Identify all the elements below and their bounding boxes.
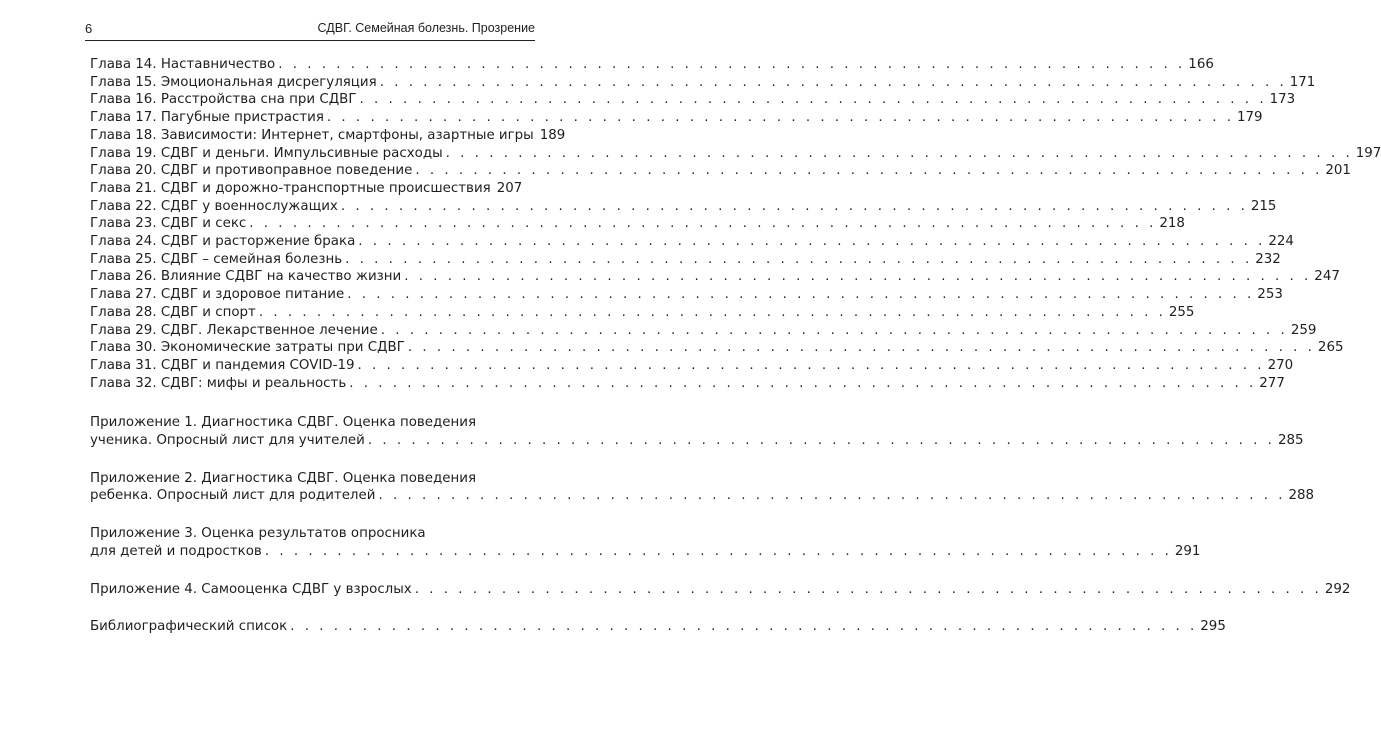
toc-row-chapter-21: [90, 180, 523, 198]
toc-entry-title: Глава 26. Влияние СДВГ на качество жизни: [90, 269, 402, 285]
toc-row-chapter-23: [90, 215, 1185, 233]
toc-row-chapter-28: [90, 304, 1195, 322]
toc-appendix-row: [90, 618, 1226, 636]
page-header: [85, 18, 535, 41]
dot-leader: . . . . . . . . . . . . . . . . . . . . . . . . . . . . . . . . . . . . . . . . . . . . . . . . . . . . . . . . . . . . . . .: [359, 92, 1267, 108]
dot-leader: . . . . . . . . . . . . . . . . . . . . . . . . . . . . . . . . . . . . . . . . . . . . . . . . . . . . . . . . . . . . . . .: [249, 216, 1157, 232]
dot-leader: . . . . . . . . . . . . . . . . . . . . . . . . . . . . . . . . . . . . . . . . . . . . . . . . . . . . . . . . . . . . . . .: [358, 234, 1266, 250]
toc-appendix-2: [90, 470, 1315, 505]
toc-page-number: 259: [1290, 322, 1317, 338]
toc-page-number: 270: [1267, 357, 1294, 373]
toc-page-number: 189: [539, 127, 566, 143]
toc-appendix-title-line: Приложение 4. Самооценка СДВГ у взрослых: [90, 581, 412, 597]
dot-leader: . . . . . . . . . . . . . . . . . . . . . . . . . . . . . . . . . . . . . . . . . . . . . . . . . . . . . . . . . . . . . . .: [278, 57, 1186, 72]
dot-leader: . . . . . . . . . . . . . . . . . . . . . . . . . . . . . . . . . . . . . . . . . . . . . . . . . . . . . . . . . . . . . . .: [326, 110, 1234, 126]
toc-entry-title: Глава 21. СДВГ и дорожно-транспортные происшествия: [90, 180, 491, 196]
toc-appendix-row: [90, 543, 1201, 561]
toc-entry-title: Глава 27. СДВГ и здоровое питание: [90, 287, 345, 303]
dot-leader: . . . . . . . . . . . . . . . . . . . . . . . . . . . . . . . . . . . . . . . . . . . . . . . . . . . . . . . . . . . . . . .: [264, 543, 1172, 559]
toc-page-number: 265: [1317, 340, 1344, 356]
toc-page-number: 295: [1200, 619, 1226, 635]
toc-row-chapter-18: [90, 127, 566, 145]
toc-entry-title: Глава 22. СДВГ у военнослужащих: [90, 198, 338, 214]
toc-appendix-title-line: Приложение 2. Диагностика СДВГ. Оценка поведения: [90, 470, 477, 486]
toc-row-chapter-20: [90, 162, 1351, 180]
toc-page-number: 197: [1355, 145, 1381, 161]
dot-leader: . . . . . . . . . . . . . . . . . . . . . . . . . . . . . . . . . . . . . . . . . . . . . . . . . . . . . . . . . . . . . . .: [349, 375, 1257, 391]
toc-page-number: 218: [1159, 216, 1185, 232]
page-number: 6: [85, 21, 93, 36]
toc-row-chapter-16: [90, 91, 1296, 109]
dot-leader: . . . . . . . . . . . . . . . . . . . . . . . . . . . . . . . . . . . . . . . . . . . . . . . . . . . . . . . . . . . . . . .: [404, 269, 1312, 285]
toc-page-number: 285: [1277, 433, 1304, 449]
toc-appendix-title-line: ученика. Опросный лист для учителей: [90, 433, 365, 449]
toc-page-number: 253: [1257, 287, 1283, 303]
toc-row-chapter-14: [90, 56, 1214, 74]
toc-row-chapter-22: [90, 198, 1277, 216]
toc-bibliography: [90, 618, 1226, 636]
toc-page-number: 166: [1188, 57, 1214, 72]
toc-row-chapter-30: [90, 339, 1344, 357]
toc-page-number: 247: [1314, 269, 1340, 285]
toc-appendix-row: [90, 432, 1304, 450]
toc-row-chapter-29: [90, 322, 1317, 340]
toc-page-number: 255: [1168, 304, 1195, 320]
toc-entry-title: Глава 28. СДВГ и спорт: [90, 304, 256, 320]
toc-appendix-title-line: Приложение 1. Диагностика СДВГ. Оценка поведения: [90, 415, 477, 431]
toc-entry-title: Глава 18. Зависимости: Интернет, смартфоны, азартные игры: [90, 127, 534, 143]
toc-appendix-title-line: Приложение 3. Оценка результатов опросника: [90, 526, 426, 542]
toc-row-chapter-27: [90, 286, 1283, 304]
toc-page-number: 232: [1255, 251, 1281, 267]
table-of-contents: [90, 56, 1381, 636]
toc-page-number: 291: [1174, 543, 1201, 559]
toc-entry-title: Глава 30. Экономические затраты при СДВГ: [90, 340, 405, 356]
toc-entry-title: Глава 29. СДВГ. Лекарственное лечение: [90, 322, 378, 338]
dot-leader: . . . . . . . . . . . . . . . . . . . . . . . . . . . . . . . . . . . . . . . . . . . . . . . . . . . . . . . . . . . . . . .: [445, 145, 1353, 161]
dot-leader: . . . . . . . . . . . . . . . . . . . . . . . . . . . . . . . . . . . . . . . . . . . . . . . . . . . . . . . . . . . . . . .: [380, 322, 1288, 338]
dot-leader: . . . . . . . . . . . . . . . . . . . . . . . . . . . . . . . . . . . . . . . . . . . . . . . . . . . . . . . . . . . . . . .: [379, 74, 1287, 90]
running-title: СДВГ. Семейная болезнь. Прозрение: [317, 21, 535, 35]
toc-row-chapter-17: [90, 109, 1263, 127]
toc-page-number: 173: [1269, 92, 1296, 108]
dot-leader: . . . . . . . . . . . . . . . . . . . . . . . . . . . . . . . . . . . . . . . . . . . . . . . . . . . . . . . . . . . . . . .: [378, 488, 1286, 504]
toc-page-number: 292: [1324, 581, 1351, 597]
toc-entry-title: Глава 15. Эмоциональная дисрегуляция: [90, 74, 377, 90]
toc-page-number: 179: [1236, 110, 1263, 126]
toc-appendix-title-line: ребенка. Опросный лист для родителей: [90, 488, 376, 504]
toc-entry-title: Глава 31. СДВГ и пандемия COVID-19: [90, 357, 355, 373]
toc-row-chapter-15: [90, 74, 1316, 92]
toc-row-chapter-26: [90, 268, 1340, 286]
toc-row-chapter-19: [90, 145, 1381, 163]
toc-page-number: 215: [1250, 198, 1277, 214]
toc-row-chapter-24: [90, 233, 1294, 251]
dot-leader: . . . . . . . . . . . . . . . . . . . . . . . . . . . . . . . . . . . . . . . . . . . . . . . . . . . . . . . . . . . . . . .: [258, 304, 1166, 320]
toc-row-chapter-31: [90, 357, 1294, 375]
toc-appendix-1: [90, 414, 1304, 449]
toc-page-number: 288: [1288, 488, 1315, 504]
toc-page-number: 224: [1268, 234, 1294, 250]
dot-leader: . . . . . . . . . . . . . . . . . . . . . . . . . . . . . . . . . . . . . . . . . . . . . . . . . . . . . . . . . . . . . . .: [414, 581, 1322, 597]
toc-appendix-title-line: для детей и подростков: [90, 543, 262, 559]
toc-row-chapter-32: [90, 375, 1285, 393]
toc-entry-title: Глава 19. СДВГ и деньги. Импульсивные расходы: [90, 145, 443, 161]
toc-entry-title: Глава 20. СДВГ и противоправное поведение: [90, 163, 413, 179]
dot-leader: . . . . . . . . . . . . . . . . . . . . . . . . . . . . . . . . . . . . . . . . . . . . . . . . . . . . . . . . . . . . . . .: [415, 163, 1323, 179]
toc-entry-title: Глава 17. Пагубные пристрастия: [90, 110, 324, 126]
toc-appendix-row: [90, 581, 1351, 599]
toc-entry-title: Глава 14. Наставничество: [90, 57, 276, 72]
toc-page-number: 277: [1259, 375, 1285, 391]
toc-page-number: 207: [496, 180, 523, 196]
toc-page-number: 171: [1289, 74, 1316, 90]
toc-entry-title: Глава 25. СДВГ – семейная болезнь: [90, 251, 343, 267]
dot-leader: . . . . . . . . . . . . . . . . . . . . . . . . . . . . . . . . . . . . . . . . . . . . . . . . . . . . . . . . . . . . . . .: [407, 340, 1315, 356]
toc-appendix-row: [90, 487, 1315, 505]
toc-appendix-title-line: Библиографический список: [90, 619, 288, 635]
toc-page-number: 201: [1325, 163, 1351, 179]
dot-leader: . . . . . . . . . . . . . . . . . . . . . . . . . . . . . . . . . . . . . . . . . . . . . . . . . . . . . . . . . . . . . . .: [367, 433, 1275, 449]
toc-entry-title: Глава 16. Расстройства сна при СДВГ: [90, 92, 357, 108]
dot-leader: . . . . . . . . . . . . . . . . . . . . . . . . . . . . . . . . . . . . . . . . . . . . . . . . . . . . . . . . . . . . . . .: [347, 287, 1255, 303]
toc-row-chapter-25: [90, 251, 1281, 269]
dot-leader: . . . . . . . . . . . . . . . . . . . . . . . . . . . . . . . . . . . . . . . . . . . . . . . . . . . . . . . . . . . . . . .: [290, 619, 1198, 635]
dot-leader: . . . . . . . . . . . . . . . . . . . . . . . . . . . . . . . . . . . . . . . . . . . . . . . . . . . . . . . . . . . . . . .: [357, 357, 1265, 373]
toc-entry-title: Глава 24. СДВГ и расторжение брака: [90, 234, 356, 250]
dot-leader: . . . . . . . . . . . . . . . . . . . . . . . . . . . . . . . . . . . . . . . . . . . . . . . . . . . . . . . . . . . . . . .: [340, 198, 1248, 214]
toc-appendix-3: [90, 525, 1201, 560]
dot-leader: . . . . . . . . . . . . . . . . . . . . . . . . . . . . . . . . . . . . . . . . . . . . . . . . . . . . . . . . . . . . . . .: [345, 251, 1253, 267]
toc-entry-title: Глава 32. СДВГ: мифы и реальность: [90, 375, 347, 391]
toc-appendix-4: [90, 581, 1351, 599]
toc-entry-title: Глава 23. СДВГ и секс: [90, 216, 247, 232]
